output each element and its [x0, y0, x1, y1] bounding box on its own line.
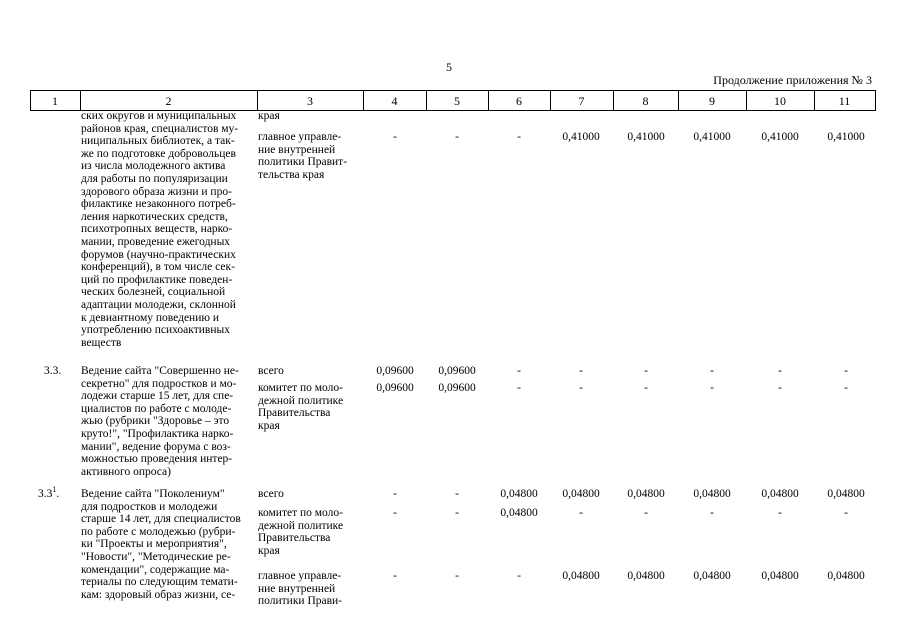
- header-col-5: 5: [454, 94, 460, 108]
- value-cell-col-7: -: [579, 365, 583, 377]
- value-cell-col-8: 0,04800: [627, 488, 665, 500]
- value-cell-col-11: -: [844, 365, 848, 377]
- value-cell-col-9: -: [710, 365, 714, 377]
- value-cell-col-11: 0,41000: [827, 131, 865, 143]
- header-col-11: 11: [838, 94, 851, 108]
- value-cell-col-7: 0,41000: [562, 131, 600, 143]
- value-cell-col-4: -: [393, 570, 397, 582]
- row-number-base: 3.3: [38, 488, 53, 500]
- value-cell-col-8: -: [644, 382, 648, 394]
- value-cell-col-5: -: [455, 507, 459, 519]
- value-cell-col-11: 0,04800: [827, 488, 865, 500]
- row-number-superscript: 1: [52, 485, 57, 495]
- value-cell-col-6: -: [517, 365, 521, 377]
- header-col-4: 4: [391, 94, 398, 108]
- value-cell-col-7: -: [579, 382, 583, 394]
- value-cell-col-4: -: [393, 488, 397, 500]
- value-cell-col-11: -: [844, 382, 848, 394]
- value-cell-col-10: -: [778, 507, 782, 519]
- value-cell-col-6: 0,04800: [500, 507, 538, 519]
- value-cell-col-11: 0,04800: [827, 570, 865, 582]
- value-cell-col-10: 0,41000: [761, 131, 799, 143]
- value-cell-col-9: 0,04800: [693, 570, 731, 582]
- value-cell-col-5: 0,09600: [438, 382, 476, 394]
- value-cell-col-11: -: [844, 507, 848, 519]
- header-col-8: 8: [642, 94, 649, 108]
- value-cell-col-10: -: [778, 365, 782, 377]
- header-col-3: 3: [307, 94, 313, 108]
- value-cell-col-4: 0,09600: [376, 382, 414, 394]
- row-executor: всего: [258, 488, 284, 500]
- row-description: Ведение сайта "Совершенно не- секретно" для подростков и мо- лодежи старше 15 лет, для спе- циалистов по работе с молоде- жью (рубрики "Здоровье – это круто!", "Профилактика нарко- мании", ведение форума с воз- можностью проведения интер- активного опроса): [81, 365, 239, 478]
- header-col-2: 2: [165, 94, 172, 108]
- value-cell-col-10: -: [778, 382, 782, 394]
- value-cell-col-7: 0,04800: [562, 488, 600, 500]
- value-cell-col-5: -: [455, 131, 459, 143]
- value-cell-col-8: -: [644, 507, 648, 519]
- row-executor: всего: [258, 365, 284, 377]
- value-cell-col-5: -: [455, 488, 459, 500]
- value-cell-col-5: 0,09600: [438, 365, 476, 377]
- row-executor: главное управле- ние внутренней политики Прави-: [258, 570, 343, 608]
- value-cell-col-4: -: [393, 507, 397, 519]
- value-cell-col-4: -: [393, 131, 397, 143]
- value-cell-col-8: 0,04800: [627, 570, 665, 582]
- header-col-6: 6: [516, 94, 522, 108]
- value-cell-col-8: -: [644, 365, 648, 377]
- value-cell-col-9: 0,04800: [693, 488, 731, 500]
- value-cell-col-10: 0,04800: [761, 488, 799, 500]
- value-cell-col-7: 0,04800: [562, 570, 600, 582]
- row-number: [38, 485, 60, 501]
- value-cell-col-5: -: [455, 570, 459, 582]
- value-cell-col-7: -: [579, 507, 583, 519]
- continuation-label: Продолжение приложения № 3: [713, 73, 872, 87]
- row-number-tail: .: [56, 488, 60, 500]
- value-cell-col-9: -: [710, 507, 714, 519]
- value-cell-col-6: -: [517, 131, 521, 143]
- row-description: ских округов и муниципальных районов края, специалистов му- ниципальных библиотек, а так- же по подготовке добровольцев из числа молодежного актива для работы по популяризации здорового образа жизни и про- филактике незаконного потреб- ления наркотических средств, психотропных веществ, нарко- мании, проведение ежегодных форумов (научно-практических конференций), в том числе сек- ций по профилактике поведен- ческих болезней, социальной адаптации молодежи, склонной к девиантному поведению и употреблению психоактивных веществ: [81, 110, 239, 349]
- value-cell-col-9: -: [710, 382, 714, 394]
- row-executor: главное управле- ние внутренней политики Правит- тельства края: [258, 131, 348, 181]
- header-col-10: 10: [774, 94, 786, 108]
- table-header: [30, 90, 876, 111]
- value-cell-col-10: 0,04800: [761, 570, 799, 582]
- header-col-1: 1: [52, 94, 58, 108]
- value-cell-col-6: 0,04800: [500, 488, 538, 500]
- value-cell-col-6: -: [517, 570, 521, 582]
- row-executor: комитет по моло- дежной политике Правительства края: [258, 382, 344, 432]
- page-number: 5: [446, 60, 452, 74]
- row-number: 3.3.: [44, 365, 62, 377]
- row-executor: комитет по моло- дежной политике Правительства края: [258, 507, 344, 557]
- value-cell-col-9: 0,41000: [693, 131, 731, 143]
- header-col-9: 9: [709, 94, 715, 108]
- row-description: Ведение сайта "Поколениум" для подростков и молодежи старше 14 лет, для специалистов по работе с молодежью (рубри- ки "Проекты и мероприятия", "Новости", "Методические ре- комендации", содержащие ма- териалы по следующим темати- кам: здоровый образ жизни, се-: [81, 488, 241, 601]
- value-cell-col-4: 0,09600: [376, 365, 414, 377]
- row-executor: края: [258, 110, 280, 122]
- value-cell-col-6: -: [517, 382, 521, 394]
- value-cell-col-8: 0,41000: [627, 131, 665, 143]
- header-col-7: 7: [578, 94, 585, 108]
